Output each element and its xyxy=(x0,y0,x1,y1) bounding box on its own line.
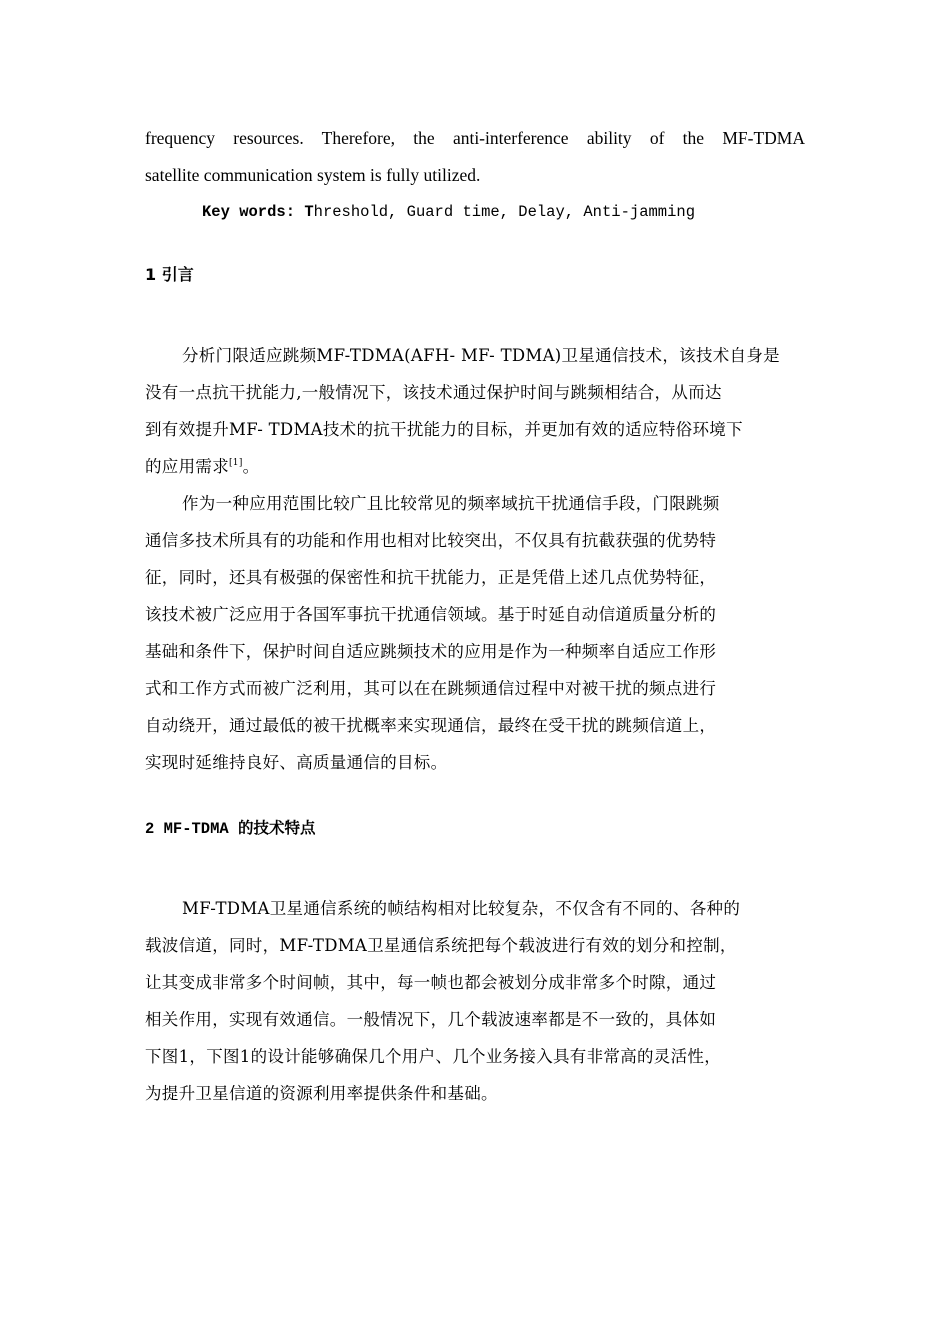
section-1-p1-line: 没有一点抗干扰能力,一般情况下，该技术通过保护时间与跳频相结合，从而达 xyxy=(145,383,722,402)
section-1-p2-line: 实现时延维持良好、高质量通信的目标。 xyxy=(145,753,448,772)
section-1-p1-last-text: 的应用需求 xyxy=(145,457,229,476)
abstract-line-1: frequency resources. Therefore, the anti-interference ability of the MF-TDMA xyxy=(145,128,805,148)
section-1-p2-line: 通信多技术所具有的功能和作用也相对比较突出，不仅具有抗截获强的优势特 xyxy=(145,531,717,550)
section-1-heading: 1 引言 xyxy=(145,265,194,284)
section-1-p2-line: 征，同时，还具有极强的保密性和抗干扰能力，正是凭借上述几点优势特征， xyxy=(145,568,717,587)
section-1-p2-line: 该技术被广泛应用于各国军事抗干扰通信领域。基于时延自动信道质量分析的 xyxy=(145,605,717,624)
section-1-p2-line: 作为一种应用范围比较广且比较常见的频率域抗干扰通信手段，门限跳频 xyxy=(182,494,720,513)
keywords-text: hreshold, Guard time, Delay, Anti-jamming xyxy=(313,203,696,221)
section-2-heading xyxy=(145,817,316,840)
section-2-heading-text: 的技术特点 xyxy=(238,819,316,837)
keywords-line xyxy=(202,201,695,223)
section-2-heading-prefix: 2 MF-TDMA xyxy=(145,820,239,838)
section-2-p1-line: MF-TDMA卫星通信系统的帧结构相对比较复杂，不仅含有不同的、各种的 xyxy=(182,899,741,918)
section-1-p1-last-line xyxy=(145,456,805,478)
section-1-p2-line: 基础和条件下，保护时间自适应跳频技术的应用是作为一种频率自适应工作形 xyxy=(145,642,717,661)
section-1-p1-end: 。 xyxy=(242,457,260,476)
section-2-p1-line: 载波信道，同时，MF-TDMA卫星通信系统把每个载波进行有效的划分和控制， xyxy=(145,936,737,955)
keywords-first-letter: T xyxy=(304,203,314,221)
section-1-p2-line: 式和工作方式而被广泛利用，其可以在在跳频通信过程中对被干扰的频点进行 xyxy=(145,679,717,698)
abstract-line-2: satellite communication system is fully utilized. xyxy=(145,165,481,185)
section-2-p1-line: 下图1，下图1的设计能够确保几个用户、几个业务接入具有非常高的灵活性， xyxy=(145,1047,721,1066)
section-2-p1-line: 相关作用，实现有效通信。一般情况下，几个载波速率都是不一致的，具体如 xyxy=(145,1010,717,1029)
citation-ref: [1] xyxy=(229,458,243,468)
section-2-p1-line: 让其变成非常多个时间帧，其中，每一帧也都会被划分成非常多个时隙，通过 xyxy=(145,973,717,992)
section-2-p1-line: 为提升卫星信道的资源利用率提供条件和基础。 xyxy=(145,1084,498,1103)
section-1-p1-line: 分析门限适应跳频MF-TDMA(AFH- MF- TDMA)卫星通信技术，该技术自身是 xyxy=(182,346,780,365)
section-1-p2-line: 自动绕开，通过最低的被干扰概率来实现通信，最终在受干扰的跳频信道上， xyxy=(145,716,717,735)
keywords-label: Key words: xyxy=(202,203,305,221)
section-1-p1-line: 到有效提升MF- TDMA技术的抗干扰能力的目标，并更加有效的适应特俗环境下 xyxy=(145,420,743,439)
